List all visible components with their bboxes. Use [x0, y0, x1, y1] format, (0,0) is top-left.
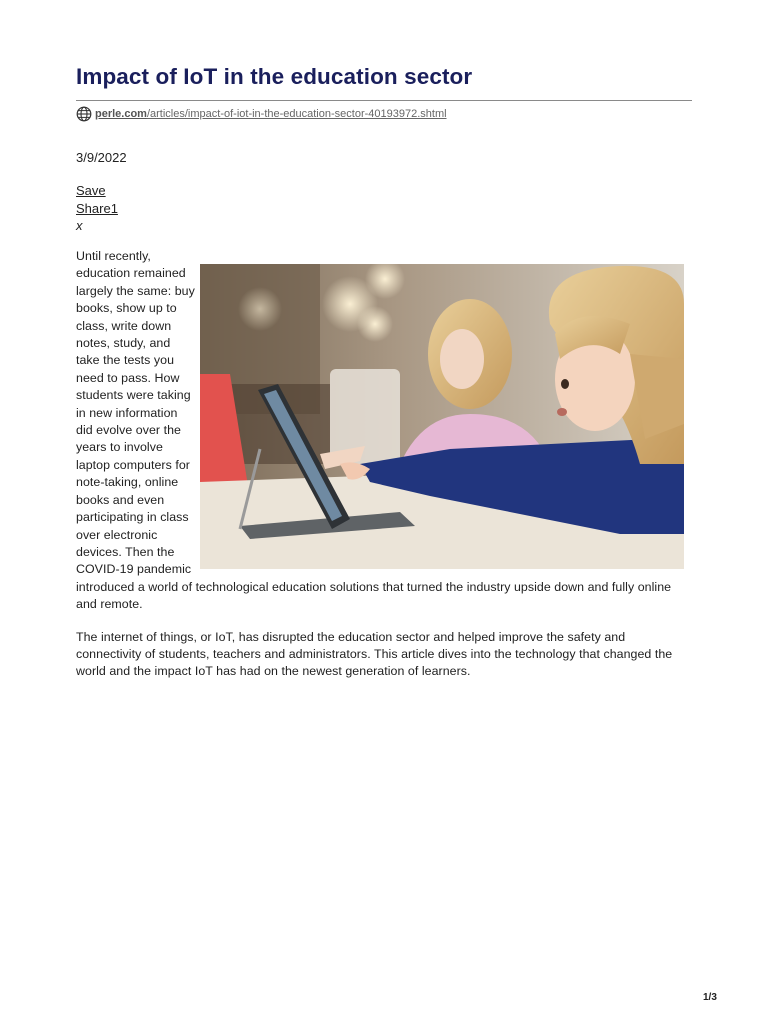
paragraph-intro: Until recently, education remained largely the same: buy books, show up to class, write down notes, study, and take the tests you need to pass. How students were taking in new information did evolve over the years to involve laptop computers for note-taking, online books and even participating in class over electronic devices. Then the COVID-19 pandemic introduced a world of technological education solutions that turned the industry upside down and fully online and remote. — [76, 249, 672, 612]
paragraph-iot: The internet of things, or IoT, has disrupted the education sector and helped improve the safety and connectivity of students, teachers and administrators. This article dives into the technology that changed the world and the impact IoT has had on the newest generation of learners. — [76, 629, 673, 679]
title-divider — [76, 100, 692, 101]
source-path-link[interactable]: /articles/impact-of-iot-in-the-education-sector-40193972.shtml — [146, 108, 447, 120]
article-body — [76, 248, 686, 681]
source-domain-link[interactable]: perle.com — [95, 108, 147, 120]
globe-icon — [76, 106, 92, 122]
share-link[interactable]: Share1 — [76, 200, 118, 216]
page-number: 1/3 — [703, 992, 717, 1003]
close-link[interactable]: x — [76, 218, 83, 233]
article-actions — [76, 182, 118, 235]
save-link[interactable]: Save — [76, 183, 106, 198]
source-line[interactable] — [76, 105, 447, 123]
page-title: Impact of IoT in the education sector — [76, 64, 473, 89]
article-date: 3/9/2022 — [76, 150, 127, 165]
hero-image — [200, 264, 684, 569]
